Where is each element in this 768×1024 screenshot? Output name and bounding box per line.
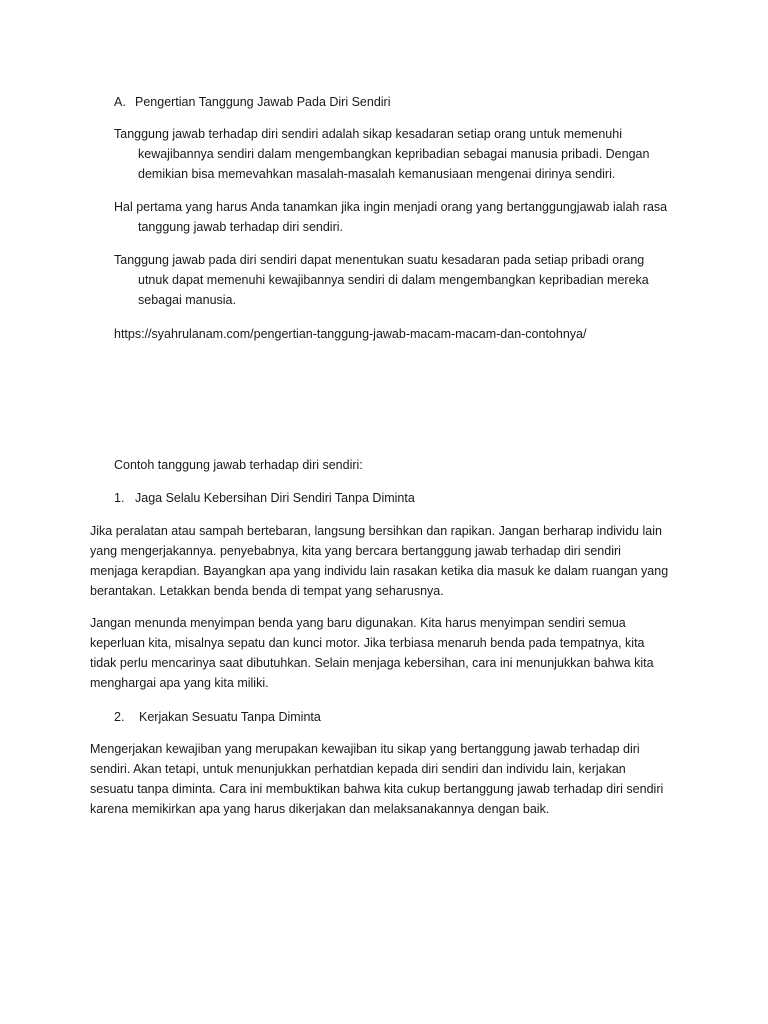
text-line: Jangan menunda menyimpan benda yang baru digunakan. Kita harus menyimpan sendiri semua bbox=[90, 616, 626, 630]
text-line: karena memikirkan apa yang harus dikerjakan dan melaksanakannya dengan baik. bbox=[90, 802, 550, 816]
section-a-paragraph-1 bbox=[0, 124, 768, 184]
item-2-number: 2. bbox=[114, 710, 125, 724]
text-line: keperluan kita, misalnya sepatu dan kunci motor. Jika terbiasa menaruh benda pada tempatnya, kita bbox=[90, 636, 645, 650]
item-1-paragraph-2 bbox=[0, 613, 768, 693]
text-line: Mengerjakan kewajiban yang merupakan kewajiban itu sikap yang bertanggung jawab terhadap diri bbox=[90, 742, 640, 756]
item-1-paragraph-1 bbox=[0, 521, 768, 601]
item-2-paragraph-1 bbox=[0, 739, 768, 819]
text-line: demikian bisa memevahkan masalah-masalah kemanusiaan mengenai dirinya sendiri. bbox=[138, 167, 616, 181]
intro-text: Contoh tanggung jawab terhadap diri sendiri: bbox=[114, 458, 363, 472]
section-a-marker: A. bbox=[114, 95, 126, 109]
item-1-title: Jaga Selalu Kebersihan Diri Sendiri Tanpa Diminta bbox=[135, 491, 415, 505]
text-line: Tanggung jawab terhadap diri sendiri adalah sikap kesadaran setiap orang untuk memenuhi bbox=[114, 127, 622, 141]
text-line: tidak perlu mencarinya saat dibutuhkan. Selain menjaga kebersihan, cara ini menunjukkan bahwa kita bbox=[90, 656, 654, 670]
text-line: Tanggung jawab pada diri sendiri dapat menentukan suatu kesadaran pada setiap pribadi orang bbox=[114, 253, 645, 267]
source-url bbox=[0, 324, 768, 344]
text-line: berantakan. Letakkan benda benda di tempat yang seharusnya. bbox=[90, 584, 444, 598]
text-line: tanggung jawab terhadap diri sendiri. bbox=[138, 220, 343, 234]
item-1-heading bbox=[0, 488, 768, 508]
section-a-heading bbox=[0, 92, 768, 112]
section-a-paragraph-3 bbox=[0, 250, 768, 310]
text-line: Jika peralatan atau sampah bertebaran, langsung bersihkan dan rapikan. Jangan berharap individu lain bbox=[90, 524, 662, 538]
text-line: utnuk dapat memenuhi kewajibannya sendiri di dalam mengembangkan kepribadian mereka bbox=[138, 273, 649, 287]
text-line: sendiri. Akan tetapi, untuk menunjukkan perhatdian kepada diri sendiri dan individu lain, kerjakan bbox=[90, 762, 626, 776]
text-line: sesuatu tanpa diminta. Cara ini membuktikan bahwa kita cukup bertanggung jawab terhadap diri sendiri bbox=[90, 782, 664, 796]
text-line: menghargai apa yang kita miliki. bbox=[90, 676, 269, 690]
text-line: sebagai manusia. bbox=[138, 293, 236, 307]
item-1-number: 1. bbox=[114, 491, 125, 505]
section-a-title: Pengertian Tanggung Jawab Pada Diri Sendiri bbox=[135, 95, 391, 109]
text-line: menjaga kerapdian. Bayangkan apa yang individu lain rasakan ketika dia masuk ke dalam ruangan yang bbox=[90, 564, 669, 578]
item-2-title: Kerjakan Sesuatu Tanpa Diminta bbox=[139, 710, 321, 724]
text-line: kewajibannya sendiri dalam mengembangkan kepribadian sebagai manusia pribadi. Dengan bbox=[138, 147, 650, 161]
section-a-paragraph-2 bbox=[0, 197, 768, 237]
text-line: Hal pertama yang harus Anda tanamkan jika ingin menjadi orang yang bertanggungjawab ialah rasa bbox=[114, 200, 668, 214]
url-text: https://syahrulanam.com/pengertian-tanggung-jawab-macam-macam-dan-contohnya/ bbox=[114, 327, 587, 341]
examples-intro bbox=[0, 455, 768, 475]
text-line: yang mengerjakannya. penyebabnya, kita yang bercara bertanggung jawab terhadap diri sendiri bbox=[90, 544, 621, 558]
item-2-heading bbox=[0, 707, 768, 727]
